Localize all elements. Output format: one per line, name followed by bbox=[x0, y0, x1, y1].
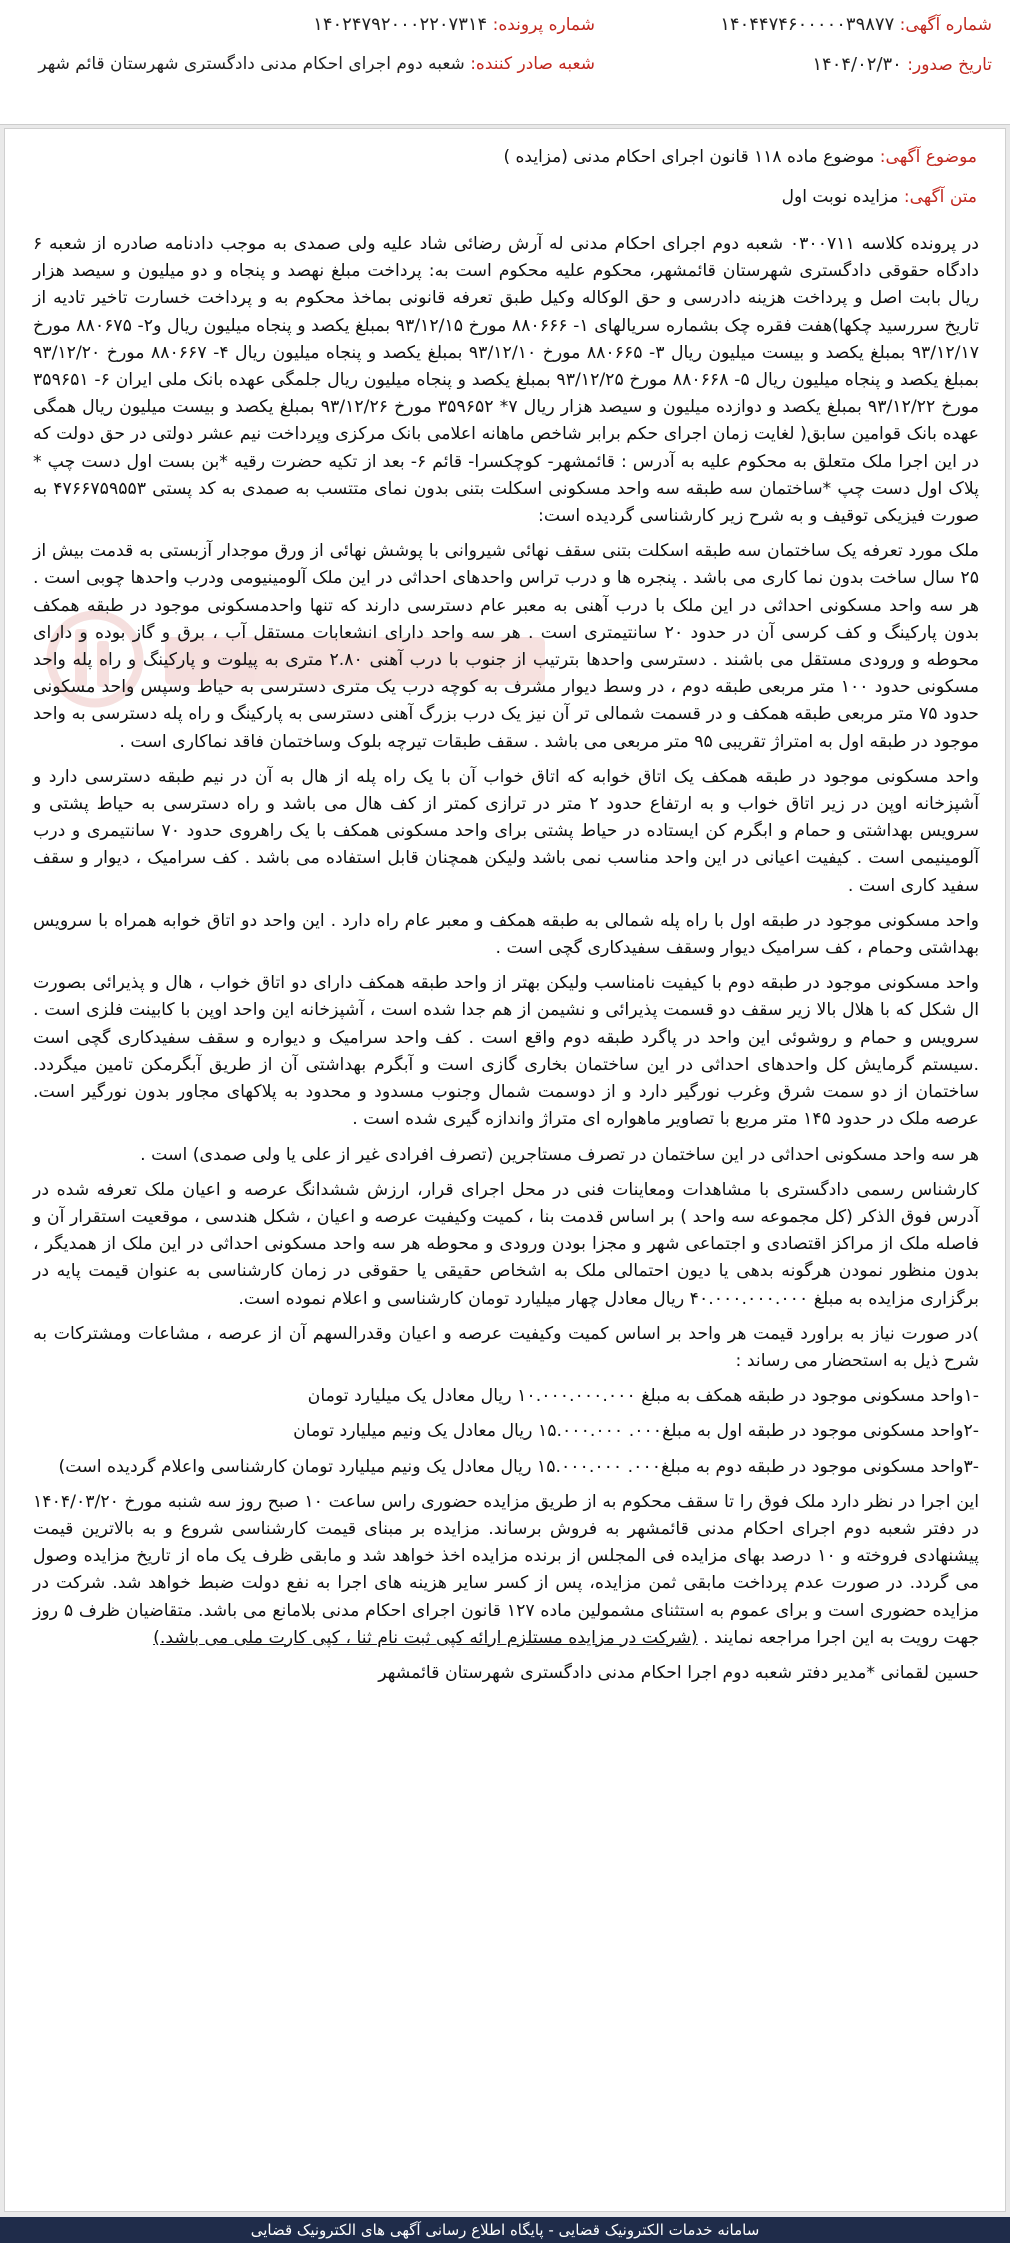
issuer-field bbox=[38, 54, 595, 74]
ad-body bbox=[33, 231, 979, 1695]
case-number: ۱۴۰۲۴۷۹۲۰۰۰۲۲۰۷۳۱۴ bbox=[313, 14, 488, 35]
paragraph-building: ملک مورد تعرفه یک ساختمان سه طبقه اسکلت بتنی سقف نهائی شیروانی با پوشش نهائی از ورق موجدار آزبستی به قدمت بیش از ۲۵ سال ساخت بدون نما کاری می باشد . پنجره ها و درب تراس واحدهای احداثی در این ملک آلومینیومی ودرب واحدها چوبی است . هر سه واحد مسکونی احداثی در این ملک با درب آهنی به معبر عام دسترسی دارند که تنها واحدمسکونی موجود در طبقه همکف بدون پارکینگ و کف کرسی آن در حدود ۲۰ سانتیمتری است . هر سه واحد دارای انشعابات مستقل آب ، برق و گاز بوده و دارای محوطه و ورودی مستقل می باشند . دسترسی واحدها بترتیب از جنوب با درب آهنی ۲.۸۰ متری به پیلوت و پارکینگ و راه پله واحد مسکونی حدود ۱۰۰ متر مربعی طبقه دوم ، در وسط دیوار مشرف به کوچه درب یک متری دسترسی به حیاط وسپس واحد مسکونی حدود ۷۵ متر مربعی طبقه همکف و در قسمت شمالی تر آن نیز یک درب بزرگ آهنی دسترسی به پارکینگ و راه پله دسترسی به واحد موجود در طبقه اول به امتراژ تقریبی ۹۵ متر مربعی می باشد . سقف طبقات تیرچه بلوک وساختمان فاقد نماکاری است . bbox=[33, 541, 979, 752]
paragraph-occupancy: هر سه واحد مسکونی احداثی در این ساختمان در تصرف مستاجرین (تصرف افرادی غیر از علی یا ولی صمدی) است . bbox=[140, 1144, 979, 1165]
paragraph-unit-prices-intro: )در صورت نیاز به براورد قیمت هر واحد بر اساس کمیت وکیفیت عرصه و اعیان وقدرالسهم آن از عرصه ، مشاعات ومشترکات به شرح ذیل به استحضار می رساند : bbox=[33, 1323, 979, 1371]
ad-number: ۱۴۰۴۴۷۴۶۰۰۰۰۰۳۹۸۷۷ bbox=[720, 14, 895, 35]
auction-requirement: (شرکت در مزایده مستلزم ارائه کپی ثبت نام ثنا ، کپی کارت ملی می باشد.) bbox=[153, 1627, 698, 1648]
paragraph-case: در پرونده کلاسه ۰۳۰۰۷۱۱ شعبه دوم اجرای احکام مدنی له آرش رضائی شاد علیه ولی صمدی به موجب دادنامه صادره از شعبه ۶ دادگاه حقوقی دادگستری شهرستان قائمشهر، محکوم علیه محکوم است به: پرداخت مبلغ نهصد و پنجاه و دو میلیون و سیصد هزار ریال بابت اصل و پرداخت هزینه دادرسی و حق الوکاله وکیل طبق تعرفه قانونی بماخذ محکوم به و پرداخت خسارت تاخیر تادیه از تاریخ سررسید چکها)هفت فقره چک بشماره سریالهای ۱- ۸۸۰۶۶۶ مورخ ۹۳/۱۲/۱۵ بمبلغ یکصد و پنجاه میلیون ریال و۲- ۸۸۰۶۷۵ مورخ ۹۳/۱۲/۱۷ بمبلغ یکصد و بیست میلیون ریال ۳- ۸۸۰۶۶۵ مورخ ۹۳/۱۲/۱۰ بمبلغ یکصد و پنجاه میلیون ریال ۴- ۸۸۰۶۶۷ مورخ ۹۳/۱۲/۲۰ بمبلغ یکصد و پنجاه میلیون ریال ۵- ۸۸۰۶۶۸ مورخ ۹۳/۱۲/۲۵ بمبلغ یکصد و پنجاه میلیون ریال جلمگی عهده بانک ملی ایران ۶- ۳۵۹۶۵۱ مورخ ۹۳/۱۲/۲۲ بمبلغ یکصد و دوازده میلیون و سیصد هزار ریال ۷* ۳۵۹۶۵۲ مورخ ۹۳/۱۲/۲۶ بمبلغ یکصد و بیست میلیون ریال همگی عهده بانک قوامین سابق( لغایت زمان اجرای حکم برابر شاخص ماهانه اعلامی بانک مرکزی وپرداخت نیم عشر دولتی در حق دولت که در این اجرا ملک متعلق به محکوم علیه به آدرس : قائمشهر- کوچکسرا- قائم ۶- بعد از تکیه حضرت رقیه *بن بست اول دست چپ * پلاک اول دست چپ *ساختمان سه طبقه سه واحد مسکونی اسکلت بتنی بدون نمای متتسب به صمدی به کد پستی ۴۷۶۶۷۵۹۵۵۳ به صورت فیزیکی توقیف و به شرح زیر کارشناسی گردیده است: bbox=[33, 234, 980, 527]
paragraph-first-floor: واحد مسکونی موجود در طبقه اول با راه پله شمالی به طبقه همکف و معبر عام راه دارد . این واحد دو اتاق خوابه همراه با سرویس بهداشتی وحمام ، کف سرامیک دیوار وسقف سفیدکاری گچی است . bbox=[33, 910, 979, 959]
issuer-label: شعبه صادر کننده: bbox=[470, 54, 595, 74]
list-item: -۳واحد مسکونی موجود در طبقه دوم به مبلغ۰۰۰. ۱۵.۰۰۰.۰۰۰ ریال معادل یک ونیم میلیارد تومان کارشناسی واعلام گردیده است) bbox=[58, 1456, 979, 1477]
issue-date-label: تاریخ صدور: bbox=[907, 55, 992, 75]
text-label: متن آگهی: bbox=[903, 187, 977, 207]
paragraph-auction bbox=[33, 1489, 979, 1652]
case-number-label: شماره پرونده: bbox=[492, 15, 595, 35]
list-item: -۲واحد مسکونی موجود در طبقه اول به مبلغ۰۰۰. ۱۵.۰۰۰.۰۰۰ ریال معادل یک ونیم میلیارد تومان bbox=[293, 1421, 979, 1442]
issuer: شعبه دوم اجرای احکام مدنی دادگستری شهرستان قائم شهر bbox=[38, 54, 465, 74]
ad-number-field bbox=[720, 14, 992, 35]
paragraph-appraisal: کارشناس رسمی دادگستری با مشاهدات ومعاینات فنی در محل اجرای قرار، ارزش ششدانگ عرصه و اعیان ملک تعرفه شده در آدرس فوق الذکر (کل مجموعه سه واحد ) بر اساس قدمت بنا ، کمیت وکیفیت عرصه و اعیان ، شکل هندسی ، موقعیت استقرار آن و فاصله ملک از مراکز اقتصادی و اجتماعی شهر و مجزا بودن ورودی و محوطه هر سه واحد مسکونی احداثی در این ملک از همدیگر ، بدون منظور نمودن هرگونه بدهی یا دیون احتمالی ملک به اشخاص حقیقی یا حقوقی در زمان کارشناسی به عنوان قیمت پایه در برگزاری مزایده به مبلغ ۴۰.۰۰۰.۰۰۰.۰۰۰ ریال معادل چهار میلیارد تومان کارشناسی و اعلام نموده است. bbox=[33, 1179, 979, 1309]
ad-content bbox=[4, 128, 1006, 2212]
subject-value: موضوع ماده ۱۱۸ قانون اجرای احکام مدنی (مزایده ) bbox=[503, 147, 875, 167]
subject-label: موضوع آگهی: bbox=[879, 147, 977, 167]
case-number-field bbox=[313, 14, 595, 35]
issue-date: ۱۴۰۴/۰۲/۳۰ bbox=[812, 54, 902, 75]
paragraph-ground-floor: واحد مسکونی موجود در طبقه همکف یک اتاق خوابه که اتاق خواب آن با یک راه پله از هال به آن در نیم طبقه دسترسی دارد و آشپزخانه اوپن در زیر اتاق خواب و به ارتفاع حدود ۲ متر در ترازی کمتر از کف هال می باشد و راه دسترسی به حیاط پشتی و سرویس بهداشتی و حمام و ابگرم کن ایستاده در حیاط پشتی برای واحد مسکونی همکف با یک راهروی حدود ۷۰ سانتیمری و درب آلومینیمی است . کیفیت اعیانی در این واحد مناسب نمی باشد ولیکن همچنان قابل استفاده می باشد . کف سرامیک ، دیوار و سقف سفید کاری است . bbox=[33, 766, 979, 896]
list-item: -۱واحد مسکونی موجود در طبقه همکف به مبلغ ۱۰.۰۰۰.۰۰۰.۰۰۰ ریال معادل یک میلیارد تومان bbox=[307, 1386, 979, 1407]
text-header-row bbox=[782, 187, 977, 207]
auction-text: این اجرا در نظر دارد ملک فوق را تا سقف محکوم به از طریق مزایده حضوری راس ساعت ۱۰ صبح روز سه شنبه مورخ ۱۴۰۴/۰۳/۲۰ در دفتر شعبه دوم اجرای احکام مدنی قائمشهر به فروش برساند. مزایده بر مبنای قیمت کارشناسی شروع و به بالاترین قیمت پیشنهادی فروخته و ۱۰ درصد بهای مزایده فی المجلس از برنده مزایده اخذ خواهد شد و مابقی ظرف یک ماه از تاریخ مزایده وصول می گردد. در صورت عدم پرداخت مابقی ثمن مزایده، پس از کسر سایر هزینه های اجرا به نفع دولت ضبط خواهد شد. شرکت در مزایده حضوری است و برای عموم به استثنای مشمولین ماده ۱۲۷ قانون اجرای احکام مدنی بلامانع می باشد. متقاضیان ظرف ۵ روز جهت رویت به این اجرا مراجعه نمایند . bbox=[33, 1491, 979, 1648]
signature: حسین لقمانی *مدیر دفتر شعبه دوم اجرا احکام مدنی دادگستری شهرستان قائمشهر bbox=[378, 1662, 979, 1683]
text-header-value: مزایده نوبت اول bbox=[781, 187, 899, 207]
ad-header bbox=[0, 0, 1010, 125]
subject-row bbox=[503, 147, 977, 167]
ad-number-label: شماره آگهی: bbox=[899, 15, 992, 35]
footer-bar: سامانه خدمات الکترونیک قضایی - پایگاه اطلاع رسانی آگهی های الکترونیک قضایی bbox=[0, 2217, 1010, 2243]
issue-date-field bbox=[812, 54, 992, 75]
paragraph-second-floor: واحد مسکونی موجود در طبقه دوم با کیفیت نامناسب ولیکن بهتر از واحد طبقه همکف دارای دو اتاق خواب ، هال و پذیرائی بصورت ال شکل که با هلال بالا زیر سقف دو قسمت پذیرائی و نشیمن از هم جدا شده است ، آشپزخانه این واحد اوپن با کابینت فلزی است . سرویس و حمام و روشوئی این واحد در پاگرد طبقه دوم واقع است . کف واحد سرامیک و دیواره و سقف سفیدکاری گچی است .سیستم گرمایش کل واحدهای احداثی در این ساختمان بخاری گازی است و آبگرم بهداشتی آن از طریق آبگرمکن تامین میگردد. ساختمان از دو سمت شرق وغرب نورگیر دارد و از دوسمت شمال وجنوب مسدود و محدود به پلاکهای مجاور بدون نورگیر است. عرصه ملک در حدود ۱۴۵ متر مربع با تصاویر ماهواره ای متراژ واندازه گیری شده است . bbox=[33, 973, 979, 1130]
